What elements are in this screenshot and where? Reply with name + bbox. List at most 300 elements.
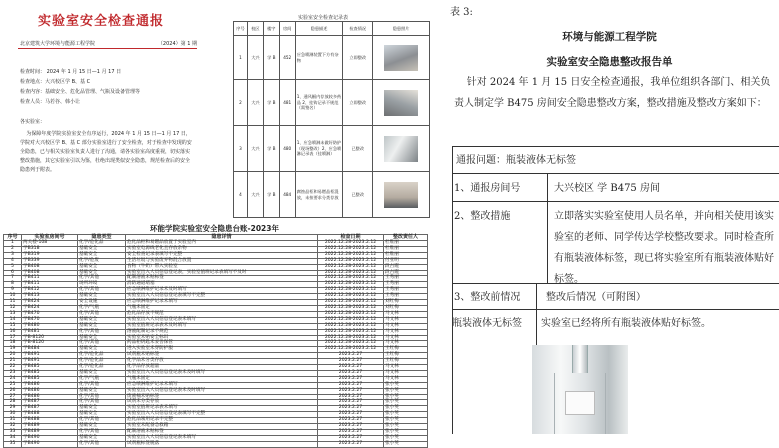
ledger-date: 2023.2.27	[318, 394, 384, 400]
ledger-no: 16	[4, 329, 22, 335]
ledger-date: 2023.2.27	[318, 430, 384, 436]
ledger-type: 化学/危化品	[78, 241, 126, 247]
ledger-room: 两关楼-108	[22, 241, 78, 247]
ledger-date: 2022.12.28-2023.2.12	[318, 264, 384, 270]
ledger-date: 2022.12.28-2023.2.12	[318, 241, 384, 247]
record-no: 1	[234, 36, 248, 80]
hazard-photo	[384, 45, 418, 71]
ledger-owner: 张小英	[384, 430, 428, 436]
ledger-owner: 付亚明	[384, 258, 428, 264]
ledger-detail: 实验室出入人员信息登记表填写不完整	[126, 294, 318, 300]
record-no: 2	[234, 80, 248, 126]
ledger-no: 22	[4, 365, 22, 371]
ledger-type: 基础安全	[78, 252, 126, 258]
ledger-type: 基础安全	[78, 424, 126, 430]
ledger-detail: 实验室值班记录表未填写	[126, 406, 318, 412]
ledger-owner: 段占霞	[384, 270, 428, 276]
ledger-date: 2022.12.28-2023.2.12	[318, 276, 384, 282]
ledger-owner: 马文林	[384, 341, 428, 347]
ledger-no: 12	[4, 305, 22, 311]
ledger-date: 2022.12.28-2023.2.12	[318, 311, 384, 317]
ledger-no: 30	[4, 412, 22, 418]
ledger-type: 基础安全	[78, 294, 126, 300]
ledger-no: 21	[4, 359, 22, 365]
ledger-room: 学B412	[22, 288, 78, 294]
ledger-detail: 应急喷淋维护记录未填写	[126, 382, 318, 388]
ledger-owner: 段占霞	[384, 264, 428, 270]
ledger-room: 学B487	[22, 400, 78, 406]
ledger-header-cell: 检查日期	[318, 235, 384, 241]
ledger-room: 学B480	[22, 323, 78, 329]
report-before-value: 瓶装液体无标签	[452, 318, 522, 329]
ledger-no: 29	[4, 406, 22, 412]
record-header-row	[234, 22, 430, 36]
record-status: 已整改	[343, 172, 373, 218]
ledger-no: 31	[4, 418, 22, 424]
ledger-header-cell: 序号	[4, 235, 22, 241]
ledger-detail: 配制溶液未贴标签	[126, 430, 318, 436]
ledger-type: 基础安全	[78, 388, 126, 394]
ledger-type: 化学/其他	[78, 288, 126, 294]
ledger-no: 5	[4, 264, 22, 270]
ledger-room: 学B487	[22, 406, 78, 412]
ledger-date: 2022.12.28-2023.2.12	[318, 252, 384, 258]
ledger-date: 2022.12.28-2023.2.12	[318, 300, 384, 306]
ledger-detail: 试剂瓶未贴标签	[126, 353, 318, 359]
ledger-owner: 刘红梅	[384, 300, 428, 306]
record-room: 484	[279, 172, 295, 218]
record-header-cell: 房间	[279, 22, 295, 36]
ledger-room: 学B408	[22, 264, 78, 270]
ledger-no: 9	[4, 288, 22, 294]
hazard-photo	[384, 136, 418, 162]
ledger-no: 32	[4, 424, 22, 430]
record-building: 学 B	[263, 80, 279, 126]
ledger-date: 2022.12.28-2023.2.12	[318, 258, 384, 264]
ledger-owner: 杜维丽	[384, 252, 428, 258]
ledger-no: 6	[4, 270, 22, 276]
ledger-owner: 张小英	[384, 435, 428, 441]
record-header-cell: 序号	[234, 22, 248, 36]
ledger-detail: 实验室出入人员信息登记表，实验室值班记录表填写不及时	[126, 270, 318, 276]
notice-issue: （2024）第 1 期	[157, 41, 197, 47]
ledger-date: 2022.12.28-2023.2.12	[318, 270, 384, 276]
hazard-ledger	[0, 221, 429, 446]
ledger-room: 学B-8120	[22, 335, 78, 341]
ledger-type: 化学/其他	[78, 329, 126, 335]
ledger-room: 学B486	[22, 388, 78, 394]
bottle-label	[565, 391, 595, 415]
notice-staff: 检查人员：马若谷、韩小让	[20, 99, 81, 105]
ledger-room: 学B470	[22, 317, 78, 323]
record-campus: 大兴	[247, 126, 263, 172]
report-col-divider	[547, 173, 548, 283]
ledger-room: 学B318	[22, 246, 78, 252]
ledger-owner: 杜维丽	[384, 241, 428, 247]
ledger-detail: 安全检查记录表填写不完整	[126, 252, 318, 258]
record-campus: 大兴	[247, 36, 263, 80]
record-header-cell: 隐患描述	[295, 22, 343, 36]
ledger-detail: 危化品柜和易燃品放置于实验室内	[126, 241, 318, 247]
ledger-type: 化学/其他	[78, 382, 126, 388]
ledger-no: 2	[4, 246, 22, 252]
report-room-value: 大兴校区 学 B475 房间	[554, 183, 660, 194]
ledger-owner: 马文林	[384, 323, 428, 329]
ledger-no: 1	[4, 241, 22, 247]
ledger-owner: 张小英	[384, 412, 428, 418]
ledger-date: 2022.12.28-2023.2.12	[318, 347, 384, 353]
ledger-body	[4, 241, 428, 448]
ledger-type: 化学/其他	[78, 400, 126, 406]
record-no: 3	[234, 126, 248, 172]
ledger-date: 2023.2.27	[318, 370, 384, 376]
ledger-date: 2023.2.27	[318, 412, 384, 418]
ledger-room: 学B490	[22, 441, 78, 447]
ledger-type: 基础安全	[78, 370, 126, 376]
report-measure-value: 立即落实实验室使用人员名单，并向相关使用该实验室的老师、同学传达学校整改要求。同时检查所有瓶装液体标签，现已将实验室所有瓶装液体贴好标签。	[554, 211, 774, 285]
record-photo-cell	[373, 172, 430, 218]
ledger-type: 化学/其他	[78, 441, 126, 447]
ledger-table	[3, 234, 428, 448]
record-header-cell: 检查情况	[343, 22, 373, 36]
ledger-no: 4	[4, 258, 22, 264]
ledger-owner: 马文林	[384, 376, 428, 382]
ledger-type: 基础安全	[78, 317, 126, 323]
ledger-date: 2022.12.28-2023.2.12	[318, 341, 384, 347]
ledger-detail: 气瓶未固定	[126, 376, 318, 382]
ledger-type: 基础安全	[78, 335, 126, 341]
ledger-detail: 进入实验室未穿防护服	[126, 347, 318, 353]
record-room: 452	[279, 36, 295, 80]
ledger-detail: 实验室出入人员信息登记表未填写	[126, 435, 318, 441]
ledger-date: 2022.12.28-2023.2.12	[318, 335, 384, 341]
report-after-value: 实验室已经将所有瓶装液体贴好标签。	[541, 318, 711, 329]
ledger-date: 2023.2.27	[318, 435, 384, 441]
ledger-date: 2023.2.27	[318, 365, 384, 371]
ledger-type: 化学/危废	[78, 258, 126, 264]
report-issue: 通报问题：瓶装液体无标签	[456, 155, 576, 166]
report-row-line	[452, 283, 779, 284]
report-border-left	[452, 146, 453, 434]
ledger-no: 35	[4, 441, 22, 447]
ledger-no: 24	[4, 376, 22, 382]
ledger-room: 学B489	[22, 424, 78, 430]
ledger-owner: 刘红梅	[384, 305, 428, 311]
ledger-type: 化学/气瓶	[78, 376, 126, 382]
ledger-owner: 马文林	[384, 317, 428, 323]
rectification-report	[440, 0, 779, 434]
ledger-title: 环能学院实验室安全隐患台账-2023年	[150, 224, 279, 233]
ledger-detail: 试剂未分类存放	[126, 400, 318, 406]
notice-time: 检查时间： 2024 年 1 月 15 日—1 月 17 日	[20, 69, 122, 75]
ledger-room: 学B-8120	[22, 341, 78, 347]
ledger-no: 20	[4, 353, 22, 359]
ledger-room: 学B485	[22, 376, 78, 382]
ledger-room: 学B489	[22, 430, 78, 436]
ledger-owner: 马文林	[384, 370, 428, 376]
ledger-no: 13	[4, 311, 22, 317]
ledger-detail: 应急喷淋维护记录未及时填写	[126, 288, 318, 294]
ledger-no: 17	[4, 335, 22, 341]
ledger-room: 学B411	[22, 276, 78, 282]
ledger-owner: 马文林	[384, 365, 428, 371]
record-header-cell: 校区	[247, 22, 263, 36]
ledger-owner: 张小英	[384, 394, 428, 400]
record-table-caption: 实验室安全检查记录表	[297, 15, 348, 21]
report-measure-label: 2、整改措施	[454, 211, 511, 222]
ledger-type: 场所环境	[78, 282, 126, 288]
record-building: 学 B	[263, 126, 279, 172]
ledger-owner: 马文林	[384, 335, 428, 341]
record-description: 1、应急喷淋未做好防护（现场整改）2、应急喷淋记录表（挂喷淋）	[295, 126, 343, 172]
ledger-type: 基础安全	[78, 270, 126, 276]
ledger-room: 学B484	[22, 347, 78, 353]
ledger-room: 学B319	[22, 252, 78, 258]
ledger-owner: 张小英	[384, 382, 428, 388]
ledger-date: 2023.2.27	[318, 418, 384, 424]
report-row-line	[452, 309, 779, 310]
ledger-type: 化学/其他	[78, 418, 126, 424]
ledger-type: 化学/其他	[78, 394, 126, 400]
record-header-cell: 楼宇	[263, 22, 279, 36]
ledger-date: 2023.2.27	[318, 388, 384, 394]
record-header-cell: 隐患照片	[373, 22, 430, 36]
record-room: 481	[279, 80, 295, 126]
ledger-no: 7	[4, 276, 22, 282]
ledger-date: 2023.2.27	[318, 424, 384, 430]
ledger-room: 学B485	[22, 370, 78, 376]
ledger-detail: 实验室出入人员信息登记表填写不完整	[126, 412, 318, 418]
hazard-photo	[384, 90, 418, 116]
labeled-bottle-photo	[532, 345, 628, 434]
report-row-line	[452, 173, 779, 174]
ledger-no: 14	[4, 317, 22, 323]
ledger-header-cell: 隐患详情	[126, 235, 318, 241]
report-college-title: 环境与能源工程学院	[562, 31, 657, 43]
ledger-room: 学B486	[22, 382, 78, 388]
ledger-type: 基础安全	[78, 246, 126, 252]
ledger-date: 2022.12.28-2023.2.12	[318, 294, 384, 300]
ledger-owner: 王红梅	[384, 359, 428, 365]
ledger-owner: 杜维丽	[384, 246, 428, 252]
ledger-room: 学B491	[22, 353, 78, 359]
ledger-no: 19	[4, 347, 22, 353]
record-status: 立即整改	[343, 80, 373, 126]
ledger-room: 学B488	[22, 412, 78, 418]
ledger-header-cell: 实验室房间号	[22, 235, 78, 241]
ledger-room: 学B490	[22, 435, 78, 441]
ledger-no: 34	[4, 435, 22, 441]
ledger-room: 学B339	[22, 258, 78, 264]
ledger-room: 学B481	[22, 329, 78, 335]
ledger-room: 学B488	[22, 418, 78, 424]
ledger-date: 2022.12.28-2023.2.12	[318, 317, 384, 323]
ledger-room: 学B411	[22, 282, 78, 288]
ledger-type: 化学/危化品	[78, 365, 126, 371]
ledger-owner: 王红梅	[384, 353, 428, 359]
ledger-type: 基础安全	[78, 406, 126, 412]
ledger-date: 2022.12.28-2023.2.12	[318, 282, 384, 288]
ledger-detail: 废液桶未贴标签	[126, 394, 318, 400]
record-description: 腐蚀品柜和易燃品柜混放，未按要求分类存放	[295, 172, 343, 218]
ledger-room: 学B470	[22, 311, 78, 317]
ledger-detail: 实验室出入人员信息登记表未及时填写	[126, 370, 318, 376]
ledger-type: 化学/气瓶	[78, 305, 126, 311]
ledger-owner: 王秀丽	[384, 288, 428, 294]
notice-place: 检查地点：大兴校区学 B、基 C	[20, 79, 91, 85]
record-description: 1、通风橱内存放较多药品 2、挂钩记录不规范（需签名）	[295, 80, 343, 126]
ledger-owner: 马文林	[384, 329, 428, 335]
ledger-date: 2023.2.27	[318, 359, 384, 365]
ledger-detail: 化学品存放超量	[126, 365, 318, 371]
ledger-no: 25	[4, 382, 22, 388]
ledger-detail: 气瓶未固定	[126, 305, 318, 311]
ledger-no: 28	[4, 400, 22, 406]
record-status: 已整改	[343, 126, 373, 172]
record-room: 480	[279, 126, 295, 172]
ledger-no: 11	[4, 300, 22, 306]
ledger-header-cell: 整改责任人	[384, 235, 428, 241]
ledger-detail: 危化品领用记录不完整	[126, 418, 318, 424]
ledger-room: 学B408	[22, 270, 78, 276]
ledger-row	[4, 441, 428, 447]
ledger-type: 化学/危化品	[78, 359, 126, 365]
ledger-no: 23	[4, 370, 22, 376]
ledger-no: 15	[4, 323, 22, 329]
ledger-type: 基础安全	[78, 323, 126, 329]
ledger-detail: 实验室未配备急救箱	[126, 424, 318, 430]
ledger-no: 26	[4, 388, 22, 394]
ledger-no: 10	[4, 294, 22, 300]
ledger-owner: 马文林	[384, 311, 428, 317]
ledger-owner: 张小英	[384, 441, 428, 447]
notice-org: 北京建筑大学环境与能源工程学院	[20, 41, 96, 47]
ledger-detail: 药品柜钥匙未妥善保管	[126, 341, 318, 347]
bottle-neck	[572, 345, 588, 373]
ledger-type: 化学/其他	[78, 311, 126, 317]
ledger-type: 化学/其他	[78, 276, 126, 282]
notice-title: 实验室安全检查通报	[38, 14, 165, 29]
ledger-owner: 张小英	[384, 418, 428, 424]
record-campus: 大兴	[247, 80, 263, 126]
ledger-owner: 张小英	[384, 388, 428, 394]
ledger-date: 2022.12.28-2023.2.12	[318, 329, 384, 335]
ledger-owner: 张小英	[384, 400, 428, 406]
ledger-room: 学B424	[22, 300, 78, 306]
record-no: 4	[234, 172, 248, 218]
inspection-record-table	[233, 21, 430, 218]
ledger-date: 2023.2.27	[318, 376, 384, 382]
report-before-label: 3、整改前情况	[454, 292, 521, 303]
ledger-detail: 化学品未分类存放	[126, 359, 318, 365]
record-photo-cell	[373, 126, 430, 172]
ledger-owner: 王秀丽	[384, 276, 428, 282]
ledger-detail: 生活垃圾与实验废弃物混合放置	[126, 258, 318, 264]
record-row	[234, 126, 430, 172]
ledger-owner: 王红梅	[384, 347, 428, 353]
record-building: 学 B	[263, 172, 279, 218]
report-room-label: 1、通报房间号	[454, 183, 521, 194]
notice-body: 为保障年度学院实验室安全有序运行，2024 年 1 月 15 日—1 月 17 日，学院对大兴校区学 B、基 C 部分实验室进行了安全检查，对于检查中发现的安全隐患，已与相关实验室负责人进行了沟通，请各实验室高度重视，切实落实整改措施，其它实验室引以为鉴，杜绝出现类似安全隐患，规范检查后的安全隐患列于附表。	[20, 131, 192, 173]
record-row	[234, 36, 430, 80]
ledger-date: 2023.2.27	[318, 400, 384, 406]
ledger-owner: 张小英	[384, 406, 428, 412]
ledger-header-cell: 隐患类型	[78, 235, 126, 241]
ledger-room: 学B491	[22, 359, 78, 365]
ledger-room: 学B413	[22, 294, 78, 300]
record-status: 立即整改	[343, 36, 373, 80]
report-tag: 表 3:	[450, 7, 473, 18]
ledger-type: 基础安全	[78, 412, 126, 418]
report-row-line	[452, 201, 779, 202]
ledger-detail: 实验室电源线老化且存放杂物	[126, 246, 318, 252]
ledger-date: 2023.2.27	[318, 382, 384, 388]
ledger-type: 安全设施	[78, 300, 126, 306]
safety-notice-document	[0, 0, 215, 222]
record-building: 学 B	[263, 36, 279, 80]
record-description: 应急喷淋装置下方有杂物	[295, 36, 343, 80]
ledger-detail: 危化品存放不规范	[126, 311, 318, 317]
ledger-no: 3	[4, 252, 22, 258]
ledger-detail: 实验室出入人员信息登记表未及时填写	[126, 388, 318, 394]
notice-divider	[18, 48, 197, 49]
ledger-date: 2022.12.28-2023.2.12	[318, 246, 384, 252]
report-intro: 针对 2024 年 1 月 15 日安全检查通报，我单位组织各部门、相关负责人制定学 B475 房间安全隐患整改方案，整改措施及整改方案如下：	[454, 77, 771, 109]
ledger-date: 2023.2.27	[318, 406, 384, 412]
ledger-room: 学B486	[22, 394, 78, 400]
ledger-type: 基础安全	[78, 435, 126, 441]
ledger-detail: 实验室未贴安全标识	[126, 335, 318, 341]
ledger-type: 化学/其他	[78, 430, 126, 436]
hazard-photo	[384, 182, 418, 208]
ledger-room: 学B424	[22, 305, 78, 311]
ledger-owner: 王秀丽	[384, 294, 428, 300]
ledger-date: 2023.2.27	[318, 353, 384, 359]
report-table-top	[452, 146, 779, 147]
ledger-detail: 实验室出入人员信息登记表未填写	[126, 317, 318, 323]
ledger-owner: 张小英	[384, 424, 428, 430]
ledger-type: 基础安全	[78, 347, 126, 353]
ledger-type: 化学/其他	[78, 341, 126, 347]
ledger-detail: 实验室值班记录表未及时填写	[126, 323, 318, 329]
ledger-detail: 食物（牛奶）带入实验室	[126, 264, 318, 270]
ledger-no: 18	[4, 341, 22, 347]
report-after-label: 整改后情况（可附图）	[546, 292, 646, 303]
ledger-owner: 王秀丽	[384, 282, 428, 288]
ledger-room: 学B485	[22, 365, 78, 371]
ledger-detail: 消防通道堵塞	[126, 282, 318, 288]
ledger-no: 33	[4, 430, 22, 436]
ledger-date: 2022.12.28-2023.2.12	[318, 288, 384, 294]
ledger-no: 8	[4, 282, 22, 288]
record-campus: 大兴	[247, 172, 263, 218]
ledger-detail: 配制溶液未贴标签	[126, 276, 318, 282]
ledger-type: 基础安全	[78, 264, 126, 270]
report-title: 实验室安全隐患整改报告单	[546, 56, 673, 68]
ledger-date: 2022.12.28-2023.2.12	[318, 305, 384, 311]
record-row	[234, 80, 430, 126]
ledger-detail: 溶液配制记录不规范	[126, 329, 318, 335]
notice-greeting: 各实验室：	[20, 119, 46, 125]
ledger-type: 化学/危化品	[78, 353, 126, 359]
record-row	[234, 172, 430, 218]
ledger-date: 2023.2.27	[318, 441, 384, 447]
ledger-date: 2022.12.28-2023.2.12	[318, 323, 384, 329]
ledger-no: 27	[4, 394, 22, 400]
record-photo-cell	[373, 36, 430, 80]
ledger-detail: 应急喷淋维护记录未填写	[126, 300, 318, 306]
inspection-record-page	[216, 0, 430, 220]
